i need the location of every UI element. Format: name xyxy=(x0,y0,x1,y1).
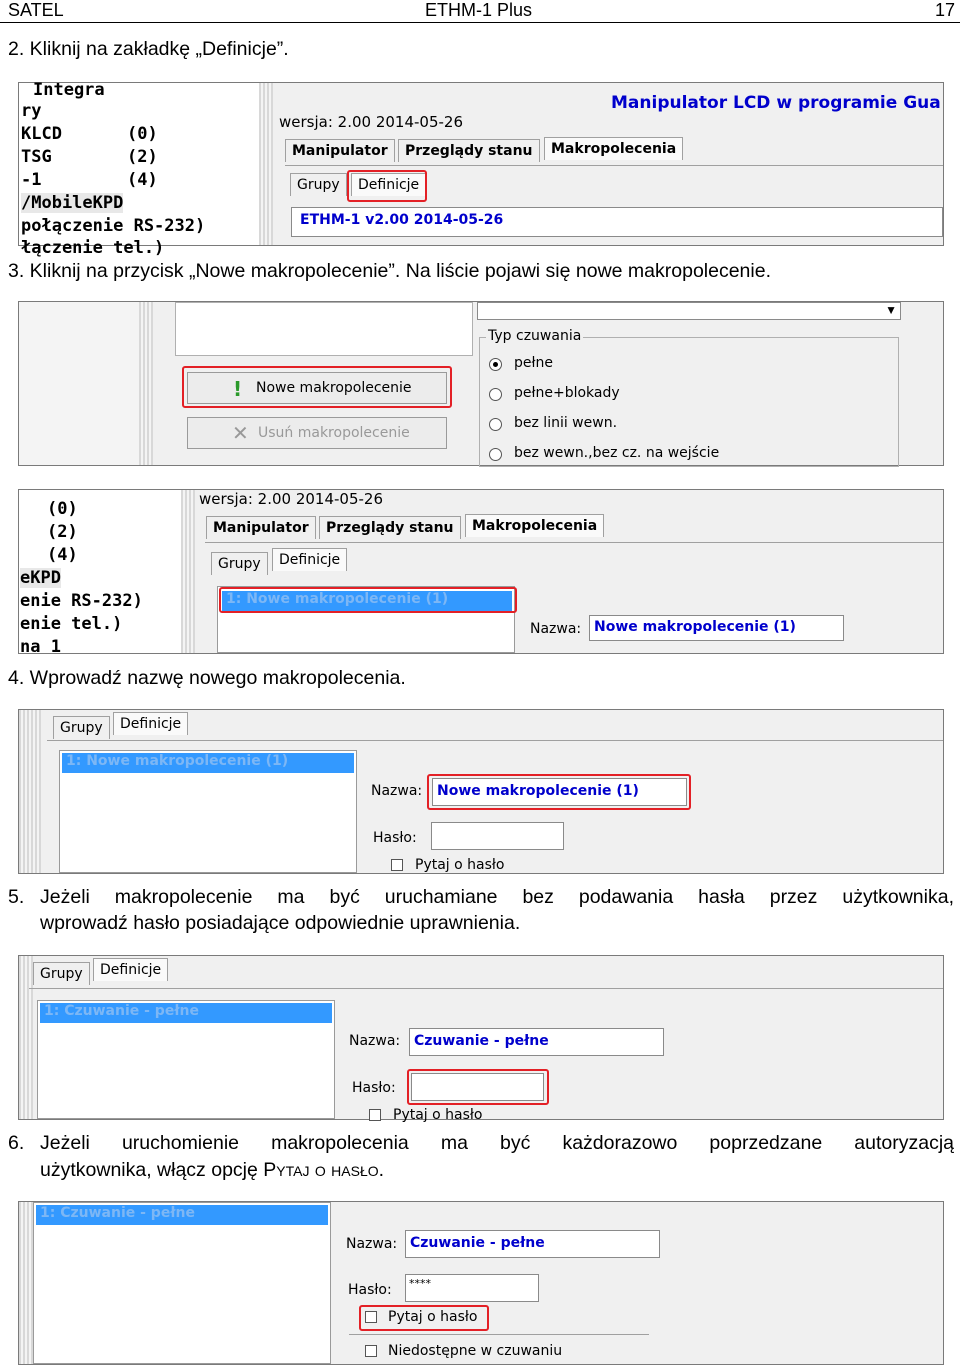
password-field[interactable] xyxy=(431,822,564,850)
tab-przeglady[interactable]: Przeglądy stanu xyxy=(398,139,540,162)
splitter[interactable] xyxy=(19,1202,33,1364)
tab-divider xyxy=(29,988,943,989)
name-field[interactable]: Nowe makropolecenie (1) xyxy=(589,615,844,641)
tree-item-num: (2) xyxy=(47,522,78,542)
screenshot-new-item xyxy=(18,489,944,657)
step-3: 3. Kliknij na przycisk „Nowe makropolecenie”. Na liście pojawi się nowe makropolecenie. xyxy=(8,260,771,282)
cross-icon: ✕ xyxy=(232,421,249,445)
name-field[interactable]: Czuwanie - pełne xyxy=(409,1028,664,1056)
step-5-line2: wprowadź hasło posiadające odpowiednie uprawnienia. xyxy=(40,912,521,934)
list-item-selected[interactable]: 1: Nowe makropolecenie (1) xyxy=(62,753,354,773)
password-label: Hasło: xyxy=(352,1080,396,1096)
unavailable-label: Niedostępne w czuwaniu xyxy=(388,1343,563,1359)
tab-przeglady[interactable]: Przeglądy stanu xyxy=(319,516,461,539)
radio-label: bez wewn.,bez cz. na wejście xyxy=(514,445,720,461)
password-label: Hasło: xyxy=(348,1282,392,1298)
tab-grupy[interactable]: Grupy xyxy=(290,173,347,196)
version-label: wersja: 2.00 2014-05-26 xyxy=(279,113,463,131)
tree-item-selected: /MobileKPD xyxy=(21,193,124,213)
name-label: Nazwa: xyxy=(349,1033,401,1049)
tree-item: TSG xyxy=(21,147,52,167)
tab-grupy[interactable]: Grupy xyxy=(53,716,110,739)
tab-divider xyxy=(47,740,943,741)
name-field[interactable]: Czuwanie - pełne xyxy=(405,1230,660,1258)
radio-label: pełne+blokady xyxy=(514,385,620,401)
ask-password-checkbox[interactable] xyxy=(369,1109,381,1121)
screenshot-new-macro xyxy=(18,301,944,466)
page-header xyxy=(0,0,960,23)
step-6-line1: Jeżeli uruchomienie makropolecenia ma być każdorazowo poprzedzane autoryzacją xyxy=(40,1132,954,1154)
tree-item: KLCD xyxy=(21,124,62,144)
highlight-definicje xyxy=(347,170,427,202)
splitter[interactable] xyxy=(181,490,195,653)
arm-type-group xyxy=(479,328,899,467)
delete-macro-label: Usuń makropolecenie xyxy=(258,425,410,441)
version-label: wersja: 2.00 2014-05-26 xyxy=(199,490,383,508)
tree-item: Integra xyxy=(33,80,105,100)
step-2: 2. Kliknij na zakładkę „Definicje”. xyxy=(8,38,289,60)
ask-password-label: Pytaj o hasło xyxy=(393,1107,483,1123)
macro-list[interactable] xyxy=(33,1202,331,1364)
tree-item-num: (0) xyxy=(47,499,78,519)
page-number: 17 xyxy=(935,0,956,20)
tab-definicje[interactable]: Definicje xyxy=(113,712,188,735)
divider xyxy=(349,1334,649,1335)
highlight-password xyxy=(407,1069,549,1105)
tree-item-num: (0) xyxy=(127,124,158,144)
list-item-selected[interactable]: 1: Nowe makropolecenie (1) xyxy=(222,591,512,611)
tree-item-num: (2) xyxy=(127,147,158,167)
step-6-num: 6. xyxy=(8,1132,25,1154)
ask-password-checkbox[interactable] xyxy=(391,859,403,871)
step-4: 4. Wprowadź nazwę nowego makropolecenia. xyxy=(8,667,406,689)
option-name: Pytaj o hasło xyxy=(263,1159,379,1181)
exclamation-icon: ! xyxy=(233,377,243,401)
name-label: Nazwa: xyxy=(530,621,582,637)
tab-definicje[interactable]: Definicje xyxy=(351,173,426,196)
screenshot-definitions-tab xyxy=(18,80,944,258)
tree-item: połączenie RS-232) xyxy=(21,216,206,236)
splitter[interactable] xyxy=(259,83,273,245)
name-field[interactable]: Nowe makropolecenie (1) xyxy=(432,778,687,806)
step-5-line1: Jeżeli makropolecenie ma być uruchamiane bez podawania hasła przez użytkownika, xyxy=(40,886,954,908)
step-5-num: 5. xyxy=(8,886,25,908)
brand: SATEL xyxy=(8,0,64,20)
delete-macro-button[interactable] xyxy=(187,417,447,449)
tab-definicje[interactable]: Definicje xyxy=(93,958,168,981)
password-field[interactable]: **** xyxy=(405,1274,539,1302)
tree-item-selected: eKPD xyxy=(20,568,61,588)
new-macro-label: Nowe makropolecenie xyxy=(256,380,412,396)
tree-item: enie tel.) xyxy=(20,614,123,634)
radio-no-interior-entry[interactable] xyxy=(489,448,502,461)
tree-item: na 1 xyxy=(20,637,61,657)
ask-password-label: Pytaj o hasło xyxy=(388,1309,478,1325)
tab-manipulator[interactable]: Manipulator xyxy=(285,139,395,162)
tab-manipulator[interactable]: Manipulator xyxy=(206,516,316,539)
radio-full-block[interactable] xyxy=(489,388,502,401)
group-title: Typ czuwania xyxy=(488,328,582,344)
radio-full[interactable] xyxy=(489,358,502,371)
step-6-line2 xyxy=(40,1157,384,1184)
tab-makropolecenia[interactable]: Makropolecenia xyxy=(465,514,604,537)
screenshot-enter-password xyxy=(18,955,944,1123)
ask-password-label: Pytaj o hasło xyxy=(415,857,505,873)
app-title: Manipulator LCD w programie Gua xyxy=(611,93,941,113)
tab-divider xyxy=(285,165,943,166)
highlight-new-item xyxy=(219,587,517,613)
macro-list[interactable] xyxy=(59,750,357,873)
tab-definicje[interactable]: Definicje xyxy=(272,548,347,571)
highlight-name xyxy=(427,774,691,810)
tree-item: łączenie tel.) xyxy=(21,238,165,258)
password-label: Hasło: xyxy=(373,830,417,846)
tree-item: ry xyxy=(21,101,42,121)
tab-grupy[interactable]: Grupy xyxy=(211,552,268,575)
tree-item-num: (4) xyxy=(47,545,78,565)
tree-panel xyxy=(19,490,181,657)
left-blank xyxy=(19,302,139,465)
tab-grupy[interactable]: Grupy xyxy=(33,962,90,985)
step-6-period: . xyxy=(378,1159,385,1181)
unavailable-checkbox[interactable] xyxy=(365,1345,377,1357)
screenshot-enter-name xyxy=(18,709,944,874)
tree-panel xyxy=(19,80,259,258)
tab-makropolecenia[interactable]: Makropolecenia xyxy=(544,137,683,160)
tree-item-num: (4) xyxy=(127,170,158,190)
radio-no-interior[interactable] xyxy=(489,418,502,431)
screenshot-ask-password xyxy=(18,1201,944,1365)
tree-item: enie RS-232) xyxy=(20,591,143,611)
doc-title: ETHM-1 Plus xyxy=(425,0,533,20)
macro-list[interactable] xyxy=(37,1000,335,1119)
macro-list xyxy=(175,302,473,356)
highlight-ask-password xyxy=(359,1305,489,1331)
step-6-text: użytkownika, włącz opcję xyxy=(40,1159,264,1181)
list-item-selected[interactable]: 1: Czuwanie - pełne xyxy=(36,1205,328,1225)
list-item-selected[interactable]: 1: Czuwanie - pełne xyxy=(40,1003,332,1023)
tree-item: -1 xyxy=(21,170,42,190)
tab-divider xyxy=(205,542,943,543)
module-field: ETHM-1 v2.00 2014-05-26 xyxy=(291,207,943,237)
radio-label: bez linii wewn. xyxy=(514,415,618,431)
radio-label: pełne xyxy=(514,355,553,371)
splitter[interactable] xyxy=(139,302,153,465)
name-label: Nazwa: xyxy=(346,1236,398,1252)
chevron-down-icon: ▼ xyxy=(885,303,897,317)
highlight-new-macro xyxy=(182,366,452,408)
name-label: Nazwa: xyxy=(371,783,423,799)
dropdown[interactable] xyxy=(477,302,901,320)
splitter[interactable] xyxy=(19,956,33,1119)
splitter[interactable] xyxy=(19,710,41,873)
